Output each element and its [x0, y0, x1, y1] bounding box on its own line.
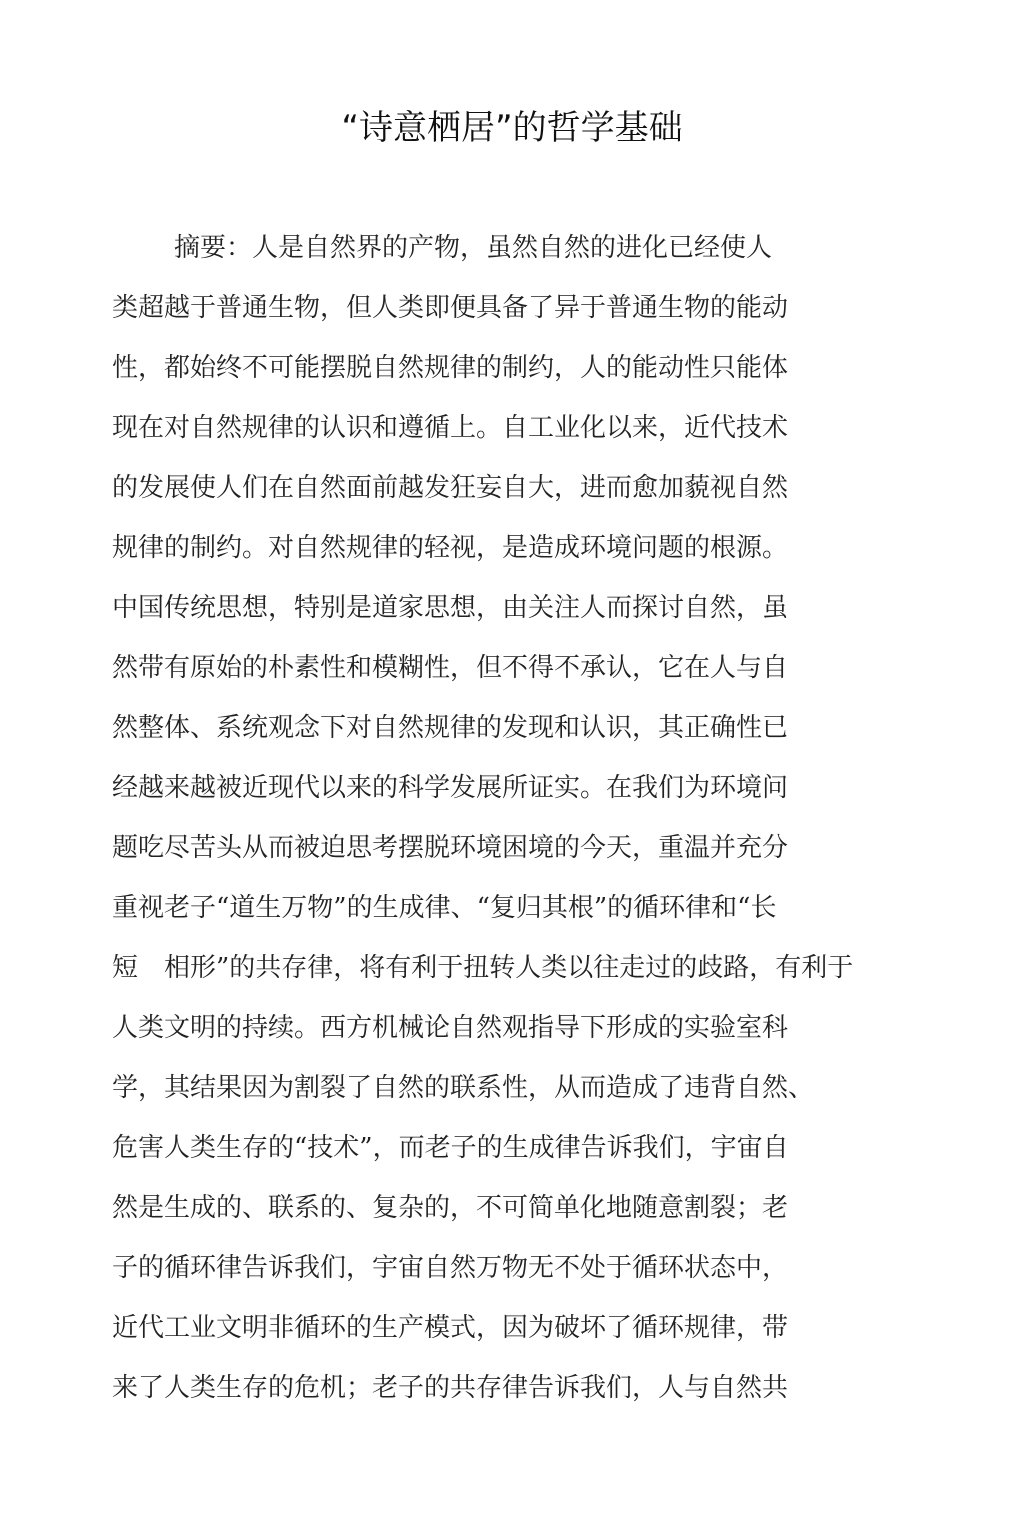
text-line: 然是生成的、联系的、复杂的，不可简单化地随意割裂；老	[112, 1193, 789, 1223]
text-line: 危害人类生存的“技术”，而老子的生成律告诉我们，宇宙自	[112, 1133, 789, 1163]
text-line: 经越来越被近现代以来的科学发展所证实。在我们为环境问	[112, 773, 789, 803]
text-line: 摘要：人是自然界的产物，虽然自然的进化已经使人	[174, 233, 773, 263]
text-line: 题吃尽苦头从而被迫思考摆脱环境困境的今天，重温并充分	[112, 833, 789, 863]
text-line: 然带有原始的朴素性和模糊性，但不得不承认，它在人与自	[112, 653, 789, 683]
text-line: 类超越于普通生物，但人类即便具备了异于普通生物的能动	[112, 293, 789, 323]
text-line: 然整体、系统观念下对自然规律的发现和认识，其正确性已	[112, 713, 789, 743]
text-line: 子的循环律告诉我们，宇宙自然万物无不处于循环状态中，	[112, 1253, 789, 1283]
text-line: 重视老子“道生万物”的生成律、“复归其根”的循环律和“长	[112, 893, 777, 923]
text-line: 规律的制约。对自然规律的轻视，是造成环境问题的根源。	[112, 533, 789, 563]
text-line: 中国传统思想，特别是道家思想，由关注人而探讨自然，虽	[112, 593, 789, 623]
text-line: 人类文明的持续。西方机械论自然观指导下形成的实验室科	[112, 1013, 789, 1043]
text-line: 来了人类生存的危机；老子的共存律告诉我们，人与自然共	[112, 1373, 789, 1403]
text-line: 短 相形”的共存律，将有利于扭转人类以往走过的歧路，有利于	[112, 953, 854, 983]
document-title: “诗意栖居”的哲学基础	[341, 108, 683, 148]
text-line: 学，其结果因为割裂了自然的联系性，从而造成了违背自然、	[112, 1073, 815, 1103]
text-line: 的发展使人们在自然面前越发狂妄自大，进而愈加藐视自然	[112, 473, 789, 503]
text-line: 性，都始终不可能摆脱自然规律的制约，人的能动性只能体	[112, 353, 789, 383]
text-line: 近代工业文明非循环的生产模式，因为破坏了循环规律，带	[112, 1313, 789, 1343]
text-line: 现在对自然规律的认识和遵循上。自工业化以来，近代技术	[112, 413, 789, 443]
abstract-body	[112, 218, 972, 1418]
